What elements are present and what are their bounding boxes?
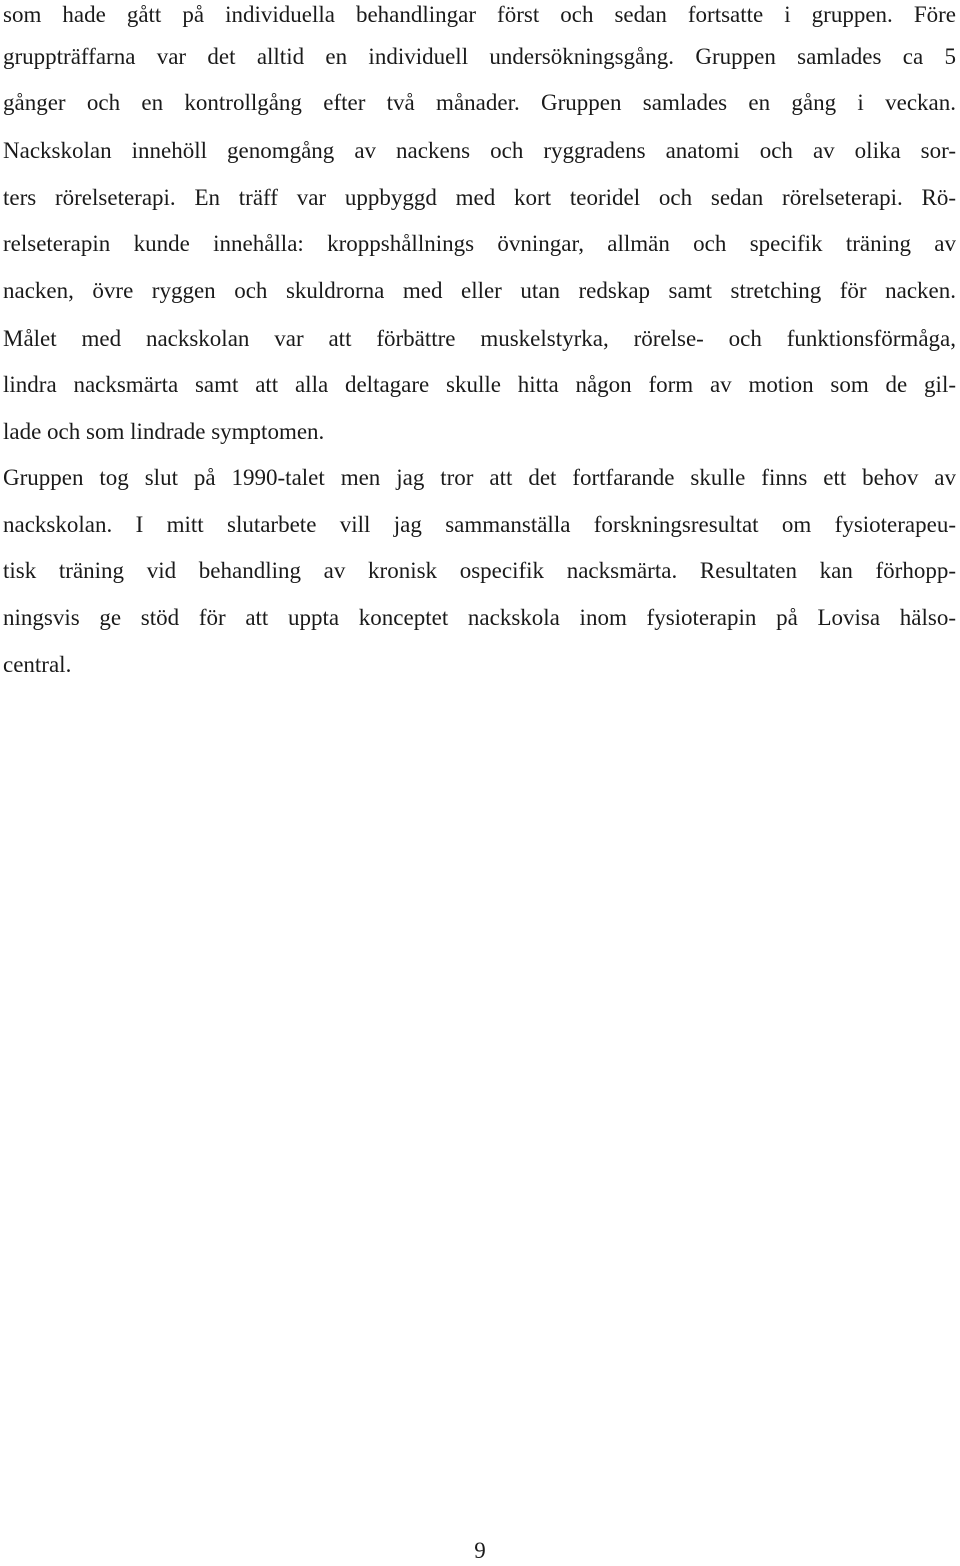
paragraph-line: nacken, övre ryggen och skuldrorna med eller utan redskap samt stretching för nacken. <box>3 278 956 303</box>
paragraph-line: central. <box>3 652 72 677</box>
paragraph-line: gånger och en kontrollgång efter två månader. Gruppen samlades en gång i veckan. <box>3 90 956 115</box>
paragraph-line: Målet med nackskolan var att förbättre muskelstyrka, rörelse- och funktionsförmåga, <box>3 326 956 351</box>
paragraph-line: Gruppen tog slut på 1990-talet men jag tror att det fortfarande skulle finns ett behov av <box>3 465 956 490</box>
paragraph-line: relseterapin kunde innehålla: kroppshållnings övningar, allmän och specifik träning av <box>3 231 956 256</box>
paragraph-line: lindra nacksmärta samt att alla deltagare skulle hitta någon form av motion som de gil- <box>3 372 956 397</box>
paragraph-line: nackskolan. I mitt slutarbete vill jag sammanställa forskningsresultat om fysioterapeu- <box>3 512 956 537</box>
paragraph-line: tisk träning vid behandling av kronisk ospecifik nacksmärta. Resultaten kan förhopp- <box>3 558 956 583</box>
page-number: 9 <box>474 1538 486 1563</box>
paragraph-line: ters rörelseterapi. En träff var uppbyggd med kort teoridel och sedan rörelseterapi. Rö- <box>3 185 956 210</box>
paragraph-line: som hade gått på individuella behandlingar först och sedan fortsatte i gruppen. Före <box>3 2 956 27</box>
paragraph-line: Nackskolan innehöll genomgång av nackens och ryggradens anatomi och av olika sor- <box>3 138 956 163</box>
paragraph-line: gruppträffarna var det alltid en individuell undersökningsgång. Gruppen samlades ca 5 <box>3 44 956 69</box>
paragraph-line: ningsvis ge stöd för att uppta konceptet nackskola inom fysioterapin på Lovisa hälso- <box>3 605 956 630</box>
paragraph-line: lade och som lindrade symptomen. <box>3 419 325 444</box>
